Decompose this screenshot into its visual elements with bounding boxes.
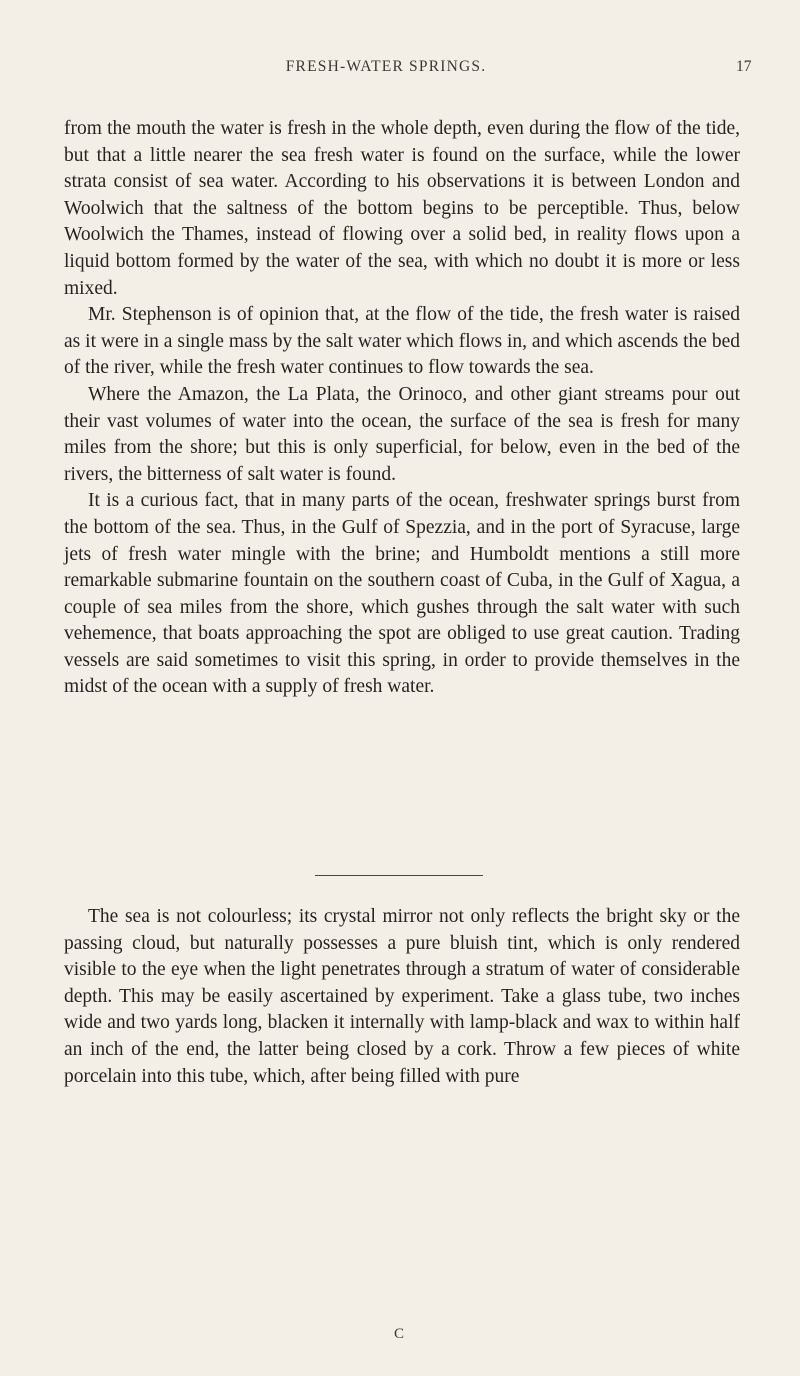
paragraph: Where the Amazon, the La Plata, the Orinoco, and other giant streams pour out their vast volumes of water into the ocean, the surface of the sea is fresh for many miles from the shore; but this is only superficial, for below, even in the bed of the rivers, the bitterness of salt water is found. bbox=[64, 383, 740, 485]
signature-mark: C bbox=[394, 1326, 405, 1342]
section-2-text bbox=[64, 904, 740, 1090]
section-1-text bbox=[64, 116, 740, 701]
paragraph: The sea is not colourless; its crystal mirror not only reflects the bright sky or the passing cloud, but naturally possesses a pure bluish tint, which is only rendered visible to the eye when the light penetrates through a stratum of water of considerable depth. This may be easily ascertained by experiment. Take a glass tube, two inches wide and two yards long, blacken it internally with lamp-black and wax to within half an inch of the end, the latter being closed by a cork. Throw a few pieces of white porcelain into this tube, which, after being filled with pure bbox=[64, 906, 740, 1087]
paragraph: Mr. Stephenson is of opinion that, at the flow of the tide, the fresh water is raised as it were in a single mass by the salt water which flows in, and which ascends the bed of the river, while the fresh water continues to flow towards the sea. bbox=[64, 304, 740, 379]
running-title: FRESH-WATER SPRINGS. bbox=[285, 58, 487, 75]
page-number: 17 bbox=[736, 58, 752, 75]
paragraph: It is a curious fact, that in many parts of the ocean, freshwater springs burst from the bottom of the sea. Thus, in the Gulf of Spezzia, and in the port of Syracuse, large jets of fresh water mingle with the brine; and Humboldt mentions a still more remarkable submarine fountain on the southern coast of Cuba, in the Gulf of Xagua, a couple of sea miles from the shore, which gushes through the salt water with such vehemence, that boats approaching the spot are obliged to use great caution. Trading vessels are said sometimes to visit this spring, in order to provide themselves in the midst of the ocean with a supply of fresh water. bbox=[64, 490, 740, 698]
section-divider bbox=[315, 875, 483, 876]
paragraph: from the mouth the water is fresh in the whole depth, even during the flow of the tide, but that a little nearer the sea fresh water is found on the surface, while the lower strata consist of sea water. According to his observations it is between London and Woolwich that the saltness of the bottom begins to be perceptible. Thus, below Woolwich the Thames, instead of flowing over a solid bed, in reality flows upon a liquid bottom formed by the water of the sea, with which no doubt it is more or less mixed. bbox=[64, 118, 740, 299]
